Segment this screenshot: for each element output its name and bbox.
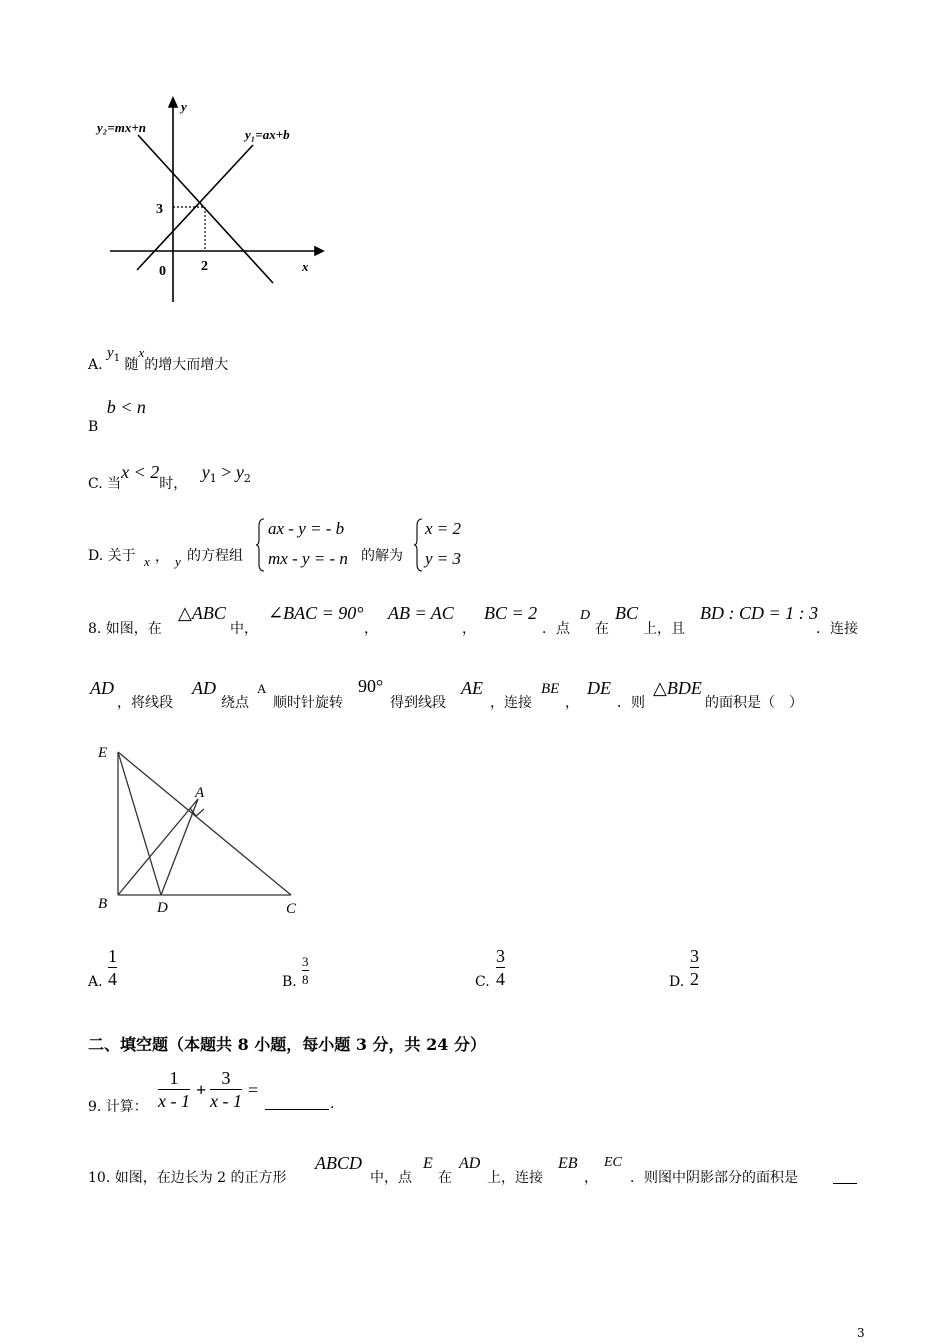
axis-x-label: x	[302, 259, 309, 274]
option-letter: A.	[88, 357, 103, 373]
math-y1: y	[107, 345, 114, 361]
q8-option-b-letter: B.	[282, 974, 297, 990]
label-a: A	[195, 785, 205, 801]
option-text: 时，	[159, 476, 188, 492]
y-axis-arrow	[169, 98, 177, 107]
math-x-lt-2: x < 2	[121, 462, 160, 482]
math-y: y	[175, 554, 181, 569]
q10-text: 在	[438, 1170, 452, 1186]
function-graph	[95, 95, 325, 307]
equation-2: mx - y = - n	[268, 549, 348, 568]
q9-number: 9. 计算：	[88, 1099, 148, 1115]
label-y2: y₂=mx+n	[97, 120, 146, 135]
q8-option-a-letter: A.	[88, 974, 103, 990]
q10-text: ．则图中阴影部分的面积是	[630, 1170, 798, 1186]
math-tri-abc: △ABC	[178, 603, 226, 623]
fraction-bar	[158, 1089, 190, 1090]
q8-text: ，连接	[490, 695, 532, 711]
tick-2: 2	[201, 259, 208, 274]
q10-text: 上，连接	[487, 1170, 543, 1186]
math-eb: EB	[558, 1155, 578, 1172]
tick-3: 3	[156, 202, 163, 217]
left-brace-2	[414, 518, 424, 572]
label-b: B	[98, 896, 108, 912]
seg-ec	[118, 752, 291, 895]
q8-text: ．则	[617, 695, 645, 711]
q8-option-c-fraction	[496, 946, 505, 989]
label-e: E	[98, 745, 108, 761]
math-ae: AE	[461, 678, 483, 698]
math-x: x	[144, 554, 150, 569]
math-be: BE	[541, 681, 560, 697]
equals-sign: =	[248, 1080, 259, 1100]
seg-ed	[118, 752, 161, 895]
math-ec: EC	[604, 1155, 622, 1170]
q9-fraction-2	[210, 1068, 242, 1111]
label-c: C	[286, 901, 297, 917]
q8-text: 上，且	[643, 621, 685, 637]
math-a: A	[257, 681, 267, 696]
q8-text: 的面积是（ ）	[705, 695, 803, 711]
answer-blank[interactable]	[265, 1094, 329, 1110]
denominator: 8	[302, 972, 309, 987]
axis-y-label: y	[181, 99, 187, 114]
numerator: 1	[108, 946, 117, 966]
option-letter: B	[88, 419, 99, 435]
math-e: E	[423, 1155, 433, 1172]
q8-option-d-letter: D.	[669, 974, 685, 990]
math-ad: AD	[192, 678, 216, 698]
math-ad: AD	[459, 1155, 481, 1172]
math-ratio: BD : CD = 1 : 3	[700, 603, 819, 623]
fraction-bar	[690, 967, 699, 968]
math-90deg: 90°	[358, 676, 384, 696]
equation-1: ax - y = - b	[268, 519, 345, 538]
q8-text: 绕点	[221, 695, 249, 711]
fraction-bar	[210, 1089, 242, 1090]
q8-text: ，	[462, 621, 476, 637]
math-sub: 2	[243, 471, 251, 485]
math-bc: BC	[615, 603, 639, 623]
option-text: 的方程组	[187, 548, 243, 564]
q8-text: 中，	[230, 621, 258, 637]
denominator: x - 1	[158, 1091, 190, 1111]
math-ad: AD	[90, 678, 114, 698]
denominator: 4	[108, 969, 117, 989]
q8-text: ．点	[542, 621, 570, 637]
math-abcd: ABCD	[315, 1153, 362, 1173]
label-y1: y₁=ax+b	[245, 127, 290, 142]
denominator: 2	[690, 969, 699, 989]
numerator: 3	[221, 1068, 231, 1088]
math-de: DE	[587, 678, 611, 698]
q8-option-a-fraction	[108, 946, 117, 989]
q7-option-c	[88, 462, 251, 492]
numerator: 1	[169, 1068, 179, 1088]
q8-option-c-letter: C.	[475, 974, 490, 990]
q8-text: 顺时针旋转	[273, 695, 343, 711]
numerator: 3	[690, 946, 699, 966]
answer-blank[interactable]	[833, 1167, 857, 1184]
option-text: 随	[124, 357, 139, 373]
q7-option-b	[88, 397, 146, 435]
solution-1: x = 2	[425, 519, 462, 538]
q8-text: ．连接	[816, 621, 858, 637]
period: .	[330, 1096, 335, 1112]
q8-text: 得到线段	[390, 695, 446, 711]
math-y2: y	[235, 462, 244, 482]
denominator: x - 1	[210, 1091, 242, 1111]
section-heading: 二、填空题（本题共 8 小题，每小题 3 分，共 24 分）	[88, 1035, 486, 1054]
q8-option-d-fraction	[690, 946, 699, 989]
math-tri-bde: △BDE	[653, 678, 702, 698]
q8-text: ，	[565, 695, 579, 711]
math-sub: 1	[113, 352, 121, 364]
triangle-figure	[92, 740, 312, 920]
fraction-bar	[108, 967, 117, 968]
q8-text: ，将线段	[117, 695, 173, 711]
q7-option-a	[88, 342, 229, 373]
math-d: D	[580, 608, 591, 623]
option-text: 的增大而增大	[144, 357, 229, 373]
q9-fraction-1	[158, 1068, 190, 1111]
math-b-lt-n: b < n	[106, 397, 146, 417]
fraction-bar	[302, 970, 309, 971]
option-letter: C. 当	[88, 476, 122, 492]
page-number: 3	[857, 1326, 865, 1340]
label-d: D	[157, 900, 168, 916]
q7-option-d: D. 关于	[88, 548, 136, 564]
math-x: x	[138, 345, 145, 360]
plus-sign: +	[196, 1080, 207, 1100]
math-y1: y	[201, 462, 210, 482]
denominator: 4	[496, 969, 505, 989]
math-bc-2: BC = 2	[484, 603, 538, 623]
q8-text: ，	[364, 621, 378, 637]
x-axis-arrow	[315, 247, 323, 255]
q10-text: ，	[584, 1170, 598, 1186]
solution-2: y = 3	[425, 549, 462, 568]
q8-text: 在	[595, 621, 609, 637]
fraction-bar	[496, 967, 505, 968]
option-text: 的解为	[361, 548, 403, 564]
seg-ba	[118, 799, 198, 895]
left-brace-1	[256, 518, 266, 572]
math-angle: ∠BAC = 90°	[268, 603, 364, 623]
q8-option-b-fraction	[302, 954, 309, 987]
q10-number: 10. 如图，在边长为 2 的正方形	[88, 1170, 287, 1186]
math-sub: 1	[209, 471, 217, 485]
origin-label: 0	[159, 264, 166, 279]
q8-number: 8. 如图，在	[88, 621, 162, 637]
numerator: 3	[302, 954, 309, 969]
comma: ，	[155, 549, 169, 565]
numerator: 3	[496, 946, 505, 966]
math-gt: >	[216, 462, 236, 482]
math-ab-ac: AB = AC	[388, 603, 454, 623]
seg-da	[161, 799, 198, 895]
q10-text: 中，点	[370, 1170, 412, 1186]
